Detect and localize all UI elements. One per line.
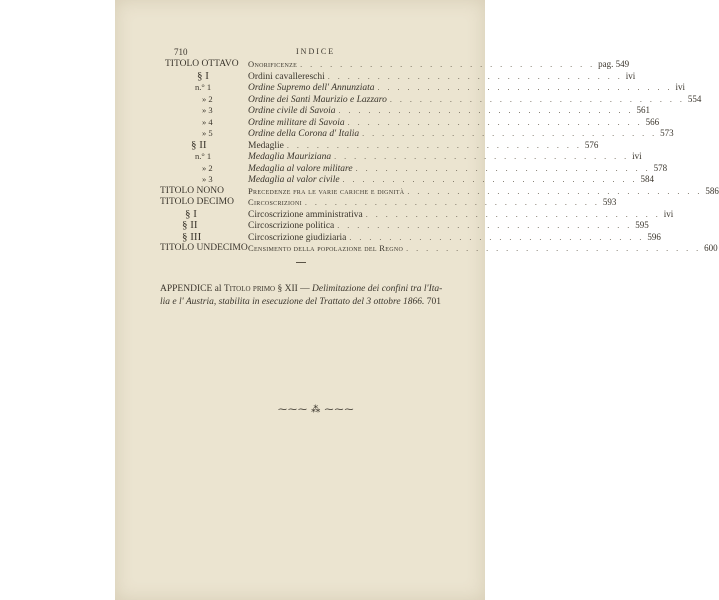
toc-row: [115, 162, 668, 175]
toc-page-number: 586: [705, 185, 719, 196]
toc-title: Precedenze fra le varie cariche e dignità: [248, 185, 405, 196]
toc-entry: [248, 243, 718, 255]
toc-label: § III: [182, 230, 202, 243]
leader-dots: . . . . . . . . . . . . . . . . . . . . . . . . . . . . . .: [362, 129, 658, 138]
toc-page-number: 561: [636, 105, 650, 115]
toc-row: [115, 93, 702, 106]
appendix-page: 701: [426, 297, 441, 307]
leader-dots: . . . . . . . . . . . . . . . . . . . . . . . . . . . . . .: [338, 106, 634, 115]
toc-entry: [248, 185, 719, 198]
leader-dots: . . . . . . . . . . . . . . . . . . . . . . . . . . . . . .: [300, 60, 596, 69]
toc-row: [115, 174, 655, 186]
section-divider: [296, 262, 306, 263]
toc-row: [115, 230, 661, 244]
toc-row: [115, 59, 630, 71]
toc-label: § I: [185, 207, 197, 220]
toc-page-number: 595: [635, 220, 649, 230]
toc-label: § II: [191, 138, 207, 151]
toc-label: » 2: [202, 162, 213, 173]
toc-page-number: 600: [704, 243, 718, 253]
leader-dots: . . . . . . . . . . . . . . . . . . . . . . . . . . . . . .: [349, 232, 645, 242]
toc-label: » 5: [202, 128, 213, 138]
toc-row: [115, 105, 650, 117]
toc-title: Medaglia al valor civile: [248, 175, 340, 185]
toc-page-number: ivi: [663, 208, 674, 219]
toc-page-number: 596: [647, 231, 661, 242]
toc-title: Circoscrizione giudiziaria: [248, 232, 347, 243]
toc-label: » 4: [202, 116, 213, 127]
toc-title: Ordine civile di Savoia: [248, 106, 336, 116]
toc-row: [115, 138, 599, 152]
toc-label: » 3: [202, 174, 213, 184]
appendix-line-2: lia e l' Austria, stabilita in esecuzione del Trattato del 3 ottobre 1866. 701: [160, 297, 441, 307]
toc-label: » 2: [202, 93, 213, 104]
appendix-entry: [160, 283, 470, 309]
leader-dots: . . . . . . . . . . . . . . . . . . . . . . . . . . . . . .: [337, 221, 633, 230]
toc-page-number: ivi: [632, 151, 642, 161]
toc-label: § II: [182, 219, 198, 231]
toc-page-number: 578: [653, 162, 668, 173]
toc-row: [115, 243, 718, 255]
page-number: 710: [174, 47, 188, 57]
toc-title: Censimento della popolazione del Regno: [248, 243, 404, 253]
leader-dots: . . . . . . . . . . . . . . . . . . . . . . . . . . . . . .: [389, 94, 685, 104]
toc-label: TITOLO DECIMO: [160, 197, 234, 207]
toc-page-number: ivi: [675, 82, 686, 92]
toc-page-number: 566: [645, 116, 660, 127]
toc-page-number: 593: [602, 197, 617, 207]
leader-dots: . . . . . . . . . . . . . . . . . . . . . . . . . . . . . .: [304, 198, 600, 207]
toc-label: TITOLO NONO: [160, 185, 224, 196]
toc-title: Ordini cavallereschi: [248, 71, 325, 82]
running-title: INDICE: [296, 47, 336, 56]
toc-row: [115, 69, 636, 83]
toc-entry: [248, 59, 630, 71]
toc-label: § I: [197, 69, 209, 82]
leader-dots: . . . . . . . . . . . . . . . . . . . . . . . . . . . . . .: [334, 152, 630, 161]
toc-row: [115, 185, 719, 198]
toc-row: [115, 207, 674, 221]
toc-title: Circoscrizione politica: [248, 221, 335, 231]
toc-title: Ordine dei Santi Maurizio e Lazzaro: [248, 94, 387, 105]
toc-title: Onorificenze: [248, 59, 298, 69]
toc-page-number: 584: [640, 174, 655, 184]
toc-page-number: 554: [687, 93, 702, 104]
page-header: [115, 47, 485, 59]
toc-title: Circoscrizione amministrativa: [248, 209, 363, 220]
toc-row: [115, 128, 674, 140]
toc-title: Ordine militare di Savoia: [248, 117, 345, 128]
toc-row: [115, 116, 660, 129]
table-of-contents: [115, 59, 719, 255]
toc-label: n.° 1: [195, 151, 212, 161]
toc-page-number: pag. 549: [598, 59, 630, 69]
ornament-flourish: ⁓⁓⁓ ⁂ ⁓⁓⁓: [278, 404, 355, 414]
toc-label: TITOLO UNDECIMO: [160, 243, 248, 253]
toc-label: » 3: [202, 105, 213, 115]
toc-page-number: 573: [660, 128, 674, 138]
leader-dots: . . . . . . . . . . . . . . . . . . . . . . . . . . . . . .: [406, 244, 702, 253]
leader-dots: . . . . . . . . . . . . . . . . . . . . . . . . . . . . . .: [407, 186, 703, 196]
toc-entry: [248, 197, 617, 209]
leader-dots: . . . . . . . . . . . . . . . . . . . . . . . . . . . . . .: [355, 163, 651, 173]
toc-label: n.° 1: [195, 82, 212, 92]
toc-title: Ordine Supremo dell' Annunziata: [248, 83, 375, 93]
leader-dots: . . . . . . . . . . . . . . . . . . . . . . . . . . . . . .: [286, 140, 582, 150]
toc-page-number: 576: [584, 139, 599, 150]
toc-row: [115, 219, 649, 232]
toc-label: TITOLO OTTAVO: [165, 59, 239, 69]
toc-title: Circoscrizioni: [248, 197, 302, 207]
leader-dots: . . . . . . . . . . . . . . . . . . . . . . . . . . . . . .: [365, 209, 661, 219]
toc-title: Medaglie: [248, 140, 284, 151]
book-page: [115, 0, 719, 600]
leader-dots: . . . . . . . . . . . . . . . . . . . . . . . . . . . . . .: [377, 83, 673, 92]
leader-dots: . . . . . . . . . . . . . . . . . . . . . . . . . . . . . .: [327, 71, 623, 81]
toc-title: Medaglia Mauriziana: [248, 152, 332, 162]
appendix-line-1: APPENDICE al Titolo primo § XII — Delimitazione dei confini tra l'Ita-: [160, 284, 443, 294]
leader-dots: . . . . . . . . . . . . . . . . . . . . . . . . . . . . . .: [347, 117, 643, 127]
toc-row: [115, 197, 617, 209]
toc-page-number: ivi: [625, 70, 636, 81]
toc-title: Medaglia al valore militare: [248, 163, 353, 174]
leader-dots: . . . . . . . . . . . . . . . . . . . . . . . . . . . . . .: [342, 175, 638, 184]
toc-title: Ordine della Corona d' Italia: [248, 129, 360, 139]
toc-row: [115, 151, 642, 163]
toc-row: [115, 82, 686, 94]
